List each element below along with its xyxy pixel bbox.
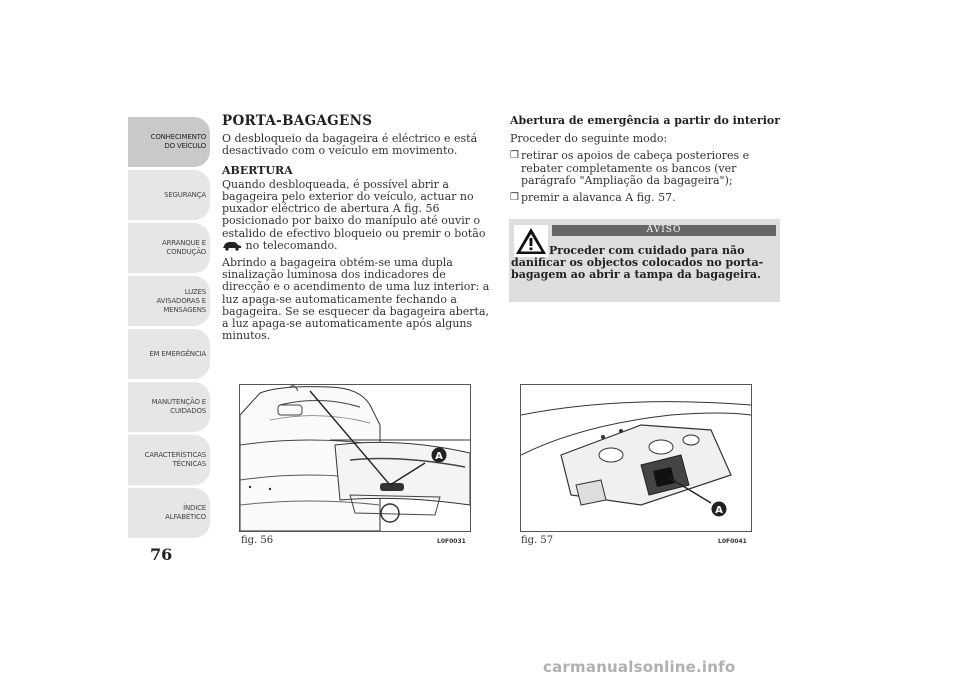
- left-column: [222, 115, 494, 347]
- tab-indice[interactable]: [128, 488, 210, 538]
- tab-luzes-avisadoras[interactable]: [128, 276, 210, 326]
- section-title: PORTA-BAGAGENS: [222, 113, 373, 129]
- figure-56-image: [239, 384, 471, 532]
- procedure-lead: Proceder do seguinte modo:: [510, 132, 668, 146]
- tab-caracteristicas[interactable]: [128, 435, 210, 485]
- tab-label: ARRANQUE E CONDUÇÃO: [162, 239, 206, 256]
- checkbox-bullet-icon: ❒: [510, 150, 519, 162]
- checkbox-bullet-icon: ❒: [510, 192, 519, 204]
- emergency-heading: Abertura de emergência a partir do interior: [510, 114, 780, 127]
- opening-text: Quando desbloqueada, é possível abrir a bagageira pelo exterior do veículo, actuar no puxador eléctrico de abertura A fig. 56 posicionado por baixo do manípulo até ouvir o estalido de efectivo bloqueio ou premir o botão: [222, 177, 486, 240]
- warning-text: Proceder com cuidado para não danificar os objectos colocados no porta-bagagem ao abrir a tampa da bagageira.: [511, 244, 764, 281]
- tab-label: EM EMERGÊNCIA: [149, 349, 206, 358]
- figure-56-callout: A: [435, 451, 443, 462]
- list-item: [510, 192, 782, 204]
- figure-57-caption: fig. 57: [521, 535, 554, 546]
- opening-text-end: no telecomando.: [245, 238, 338, 252]
- opening-paragraph: [222, 179, 494, 252]
- figure-56-caption: fig. 56: [241, 535, 274, 546]
- warning-label: AVISO: [552, 225, 776, 236]
- car-key-remote-icon: [222, 240, 242, 251]
- subsection-title: ABERTURA: [222, 163, 293, 177]
- trunk-exterior-illustration: [240, 385, 470, 531]
- tab-manutencao[interactable]: [128, 382, 210, 432]
- intro-paragraph: O desbloqueio da bagageira é eléctrico e está desactivado com o veículo em movimento.: [222, 132, 478, 158]
- tab-label: CONHECIMENTO DO VEÍCULO: [150, 133, 206, 150]
- tab-em-emergencia[interactable]: [128, 329, 210, 379]
- tab-label: CARACTERÍSTICAS TÉCNICAS: [144, 451, 206, 468]
- list-item-text: retirar os apoios de cabeça posteriores e rebater completamente os bancos (ver parágrafo "Ampliação da bagageira");: [521, 149, 750, 187]
- tab-seguranca[interactable]: [128, 170, 210, 220]
- list-item-text: premir a alavanca A fig. 57.: [521, 191, 676, 205]
- figure-57-image: [520, 384, 752, 532]
- figure-57-callout: A: [715, 505, 723, 516]
- page-number: 76: [150, 545, 173, 564]
- figure-56-code: L0F0031: [437, 538, 466, 545]
- tab-conhecimento-do-veiculo[interactable]: [128, 117, 210, 167]
- signal-paragraph: Abrindo a bagageira obtém-se uma dupla sinalização luminosa dos indicadores de direcção e o acendimento de uma luz interior: a luz apaga-se automaticamente fechando a bagageira. Se se esquecer da bagageira aberta, a luz apaga-se automaticamente após alguns minutos.: [222, 256, 490, 343]
- tab-label: MANUTENÇÃO E CUIDADOS: [151, 398, 206, 415]
- tab-label: LUZES AVISADORAS E MENSAGENS: [156, 287, 206, 314]
- trunk-interior-lever-illustration: [521, 385, 751, 531]
- right-column: [510, 115, 782, 209]
- list-item: [510, 150, 782, 187]
- footer-watermark[interactable]: carmanualsonline.info: [543, 658, 736, 676]
- tab-label: ÍNDICE ALFABÉTICO: [165, 504, 206, 521]
- warning-box: [509, 219, 780, 302]
- tab-arranque-e-conducao[interactable]: [128, 223, 210, 273]
- figure-57-code: L0F0041: [718, 538, 747, 545]
- tab-label: SEGURANÇA: [164, 190, 206, 199]
